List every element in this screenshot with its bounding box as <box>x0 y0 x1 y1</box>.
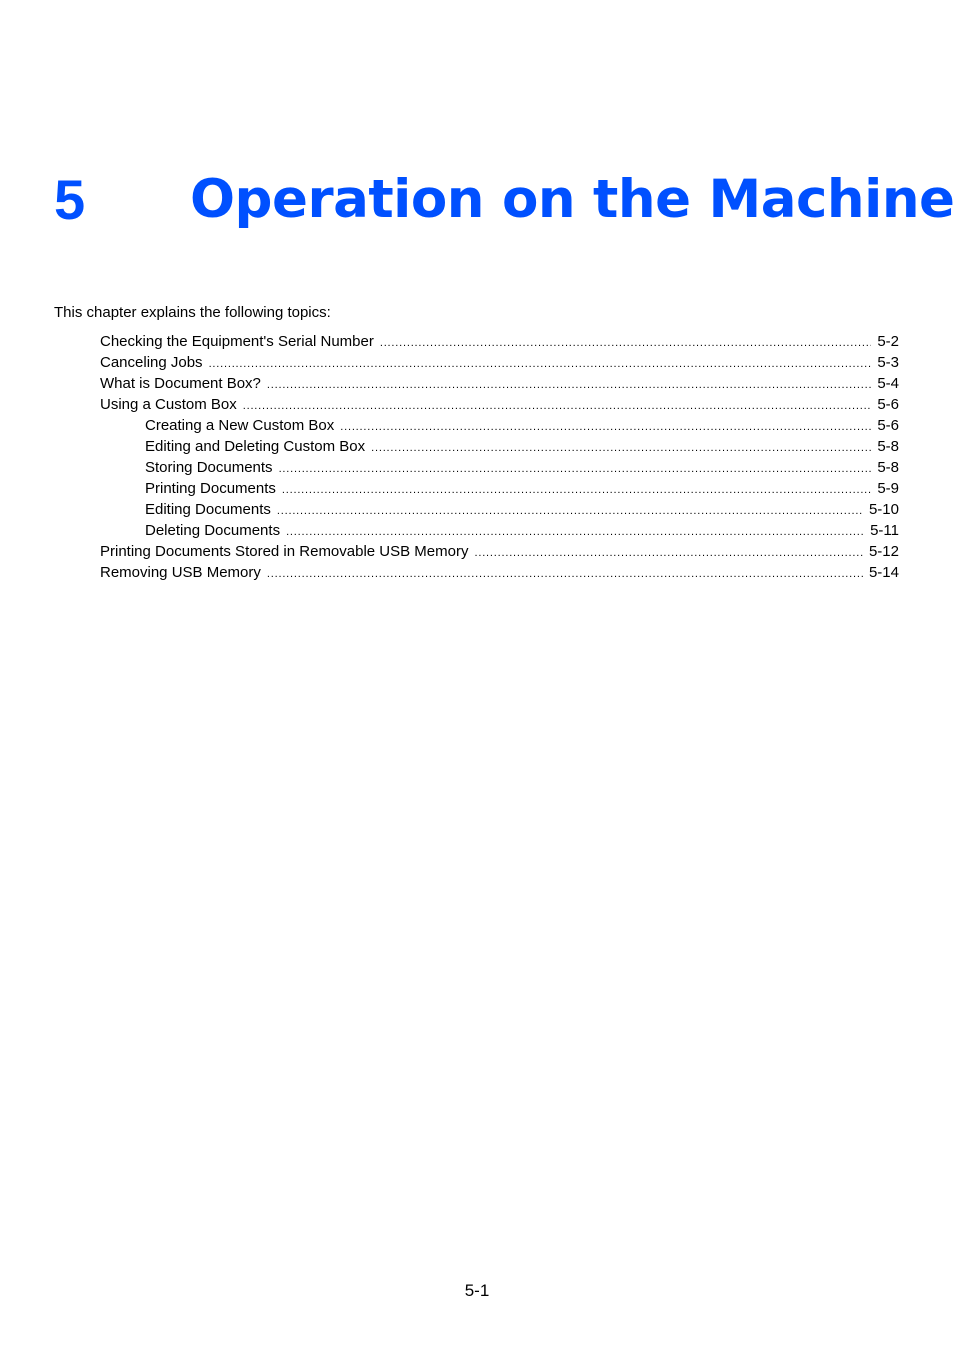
toc-entry-page: 5-14 <box>868 564 899 581</box>
toc-entry-page: 5-8 <box>877 438 899 455</box>
toc-entry-page: 5-12 <box>868 543 899 560</box>
toc-dot-leader <box>277 502 863 521</box>
toc-entry-label: Editing and Deleting Custom Box <box>145 438 366 455</box>
toc-entry[interactable] <box>0 542 954 563</box>
toc-entry-page: 5-2 <box>877 333 899 350</box>
toc-dot-leader <box>267 565 863 584</box>
toc-subentry[interactable] <box>0 458 954 479</box>
page-number: 5-1 <box>464 1281 490 1300</box>
toc-entry[interactable] <box>0 332 954 353</box>
toc-entry-label: Editing Documents <box>145 501 271 518</box>
toc-subentry[interactable] <box>0 416 954 437</box>
toc-entry-page: 5-6 <box>877 417 899 434</box>
toc-entry-label: Checking the Equipment's Serial Number <box>100 333 374 350</box>
toc-entry-page: 5-10 <box>868 501 899 518</box>
toc-entry-page: 5-6 <box>877 396 899 413</box>
toc-dot-leader <box>279 460 872 479</box>
toc-entry-label: Printing Documents Stored in Removable USB Memory <box>100 543 469 560</box>
toc-dot-leader <box>267 376 871 395</box>
toc-entry-page: 5-3 <box>877 354 899 371</box>
toc-dot-leader <box>380 334 871 353</box>
toc-dot-leader <box>371 439 871 458</box>
toc-entry-page: 5-9 <box>877 480 899 497</box>
toc-dot-leader <box>243 397 872 416</box>
toc-entry-page: 5-4 <box>877 375 899 392</box>
toc-subentry[interactable] <box>0 479 954 500</box>
toc-entry[interactable] <box>0 563 954 584</box>
toc-subentry[interactable] <box>0 500 954 521</box>
toc-dot-leader <box>282 481 871 500</box>
chapter-intro: This chapter explains the following topics: <box>54 304 331 321</box>
toc-entry-label: Using a Custom Box <box>100 396 237 413</box>
chapter-title: Operation on the Machine <box>190 169 954 230</box>
toc-dot-leader <box>286 523 864 542</box>
toc-dot-leader <box>474 544 862 563</box>
table-of-contents <box>0 332 954 584</box>
chapter-number: 5 <box>54 168 86 231</box>
toc-dot-leader <box>340 418 871 437</box>
toc-entry-label: What is Document Box? <box>100 375 261 392</box>
toc-entry[interactable] <box>0 374 954 395</box>
toc-entry-label: Printing Documents <box>145 480 276 497</box>
toc-entry-label: Canceling Jobs <box>100 354 203 371</box>
toc-subentry[interactable] <box>0 437 954 458</box>
toc-dot-leader <box>209 355 872 374</box>
toc-entry[interactable] <box>0 353 954 374</box>
toc-entry-page: 5-8 <box>877 459 899 476</box>
toc-entry[interactable] <box>0 395 954 416</box>
toc-entry-label: Storing Documents <box>145 459 273 476</box>
toc-entry-label: Removing USB Memory <box>100 564 261 581</box>
toc-entry-label: Deleting Documents <box>145 522 281 539</box>
toc-entry-page: 5-11 <box>870 522 899 539</box>
toc-entry-label: Creating a New Custom Box <box>145 417 335 434</box>
toc-subentry[interactable] <box>0 521 954 542</box>
